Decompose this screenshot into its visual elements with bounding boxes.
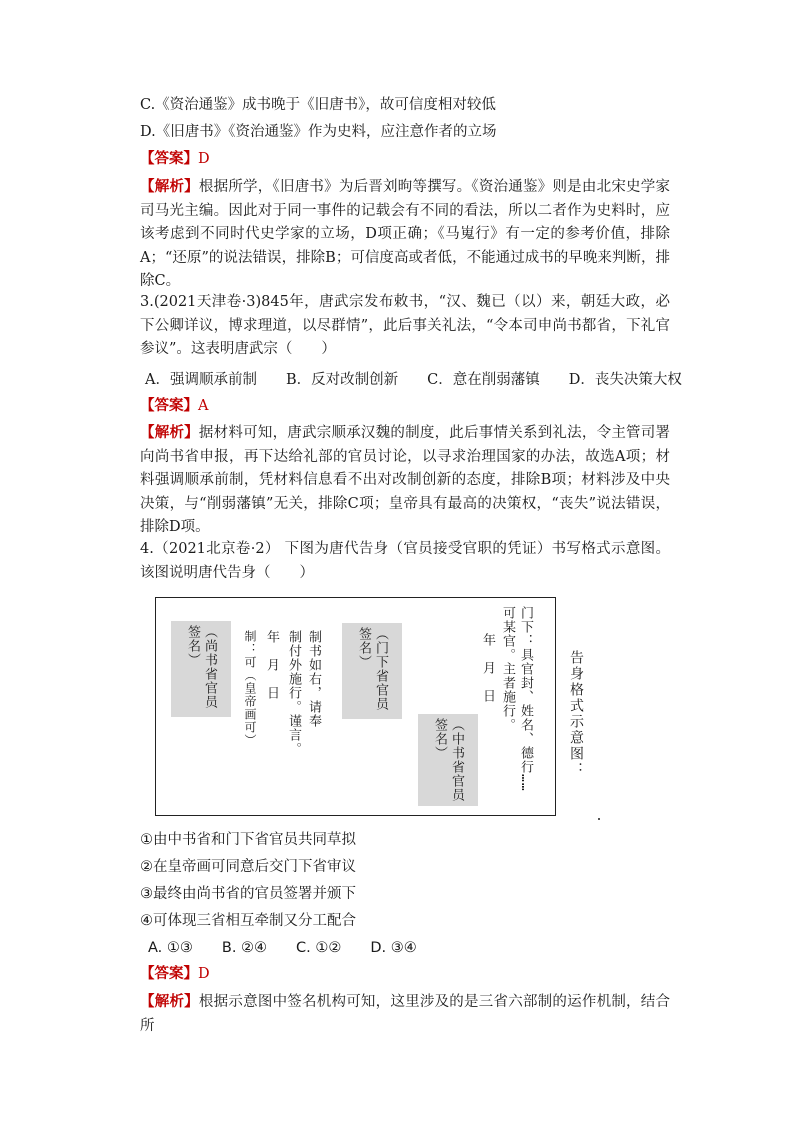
diagram-shangshu-sign: （尚书省官员签名） (185, 625, 217, 709)
q3-answer (140, 396, 208, 416)
diagram-zhi-line: 制：可（皇帝画可） (243, 630, 257, 747)
q4-item-3: ③最终由尚书省的官员签署并颁下 (140, 886, 356, 902)
analysis-text: 根据示意图中签名机构可知，这里涉及的是三省六部制的运作机制，结合所 (140, 994, 671, 1034)
diagram-zhongshu-sign: （中书省官员签名） (432, 718, 464, 802)
analysis-text: 据材料可知，唐武宗顺承汉魏的制度，此后事情关系到礼法，令主管司署向尚书省申报，再下达给礼部的官员讨论，以寻求治理国家的办法，故选A项；材料强调顺承前制，凭材料信息看不出对改制创新的态度，排除B项；材料涉及中央决策，与“削弱藩镇”无关，排除C项；皇帝具有最高的决策权，“丧失”说法错误，排除D项。 (140, 425, 671, 535)
q4-item-2: ②在皇帝画可同意后交门下省审议 (140, 859, 356, 875)
analysis-tag: 【解析】 (140, 178, 199, 195)
gaoshen-format-diagram (155, 597, 556, 816)
answer-tag: 【答案】 (140, 965, 198, 982)
q2-option-d: D.《旧唐书》《资治通鉴》作为史料，应注意作者的立场 (140, 124, 497, 140)
analysis-text: 根据所学，《旧唐书》为后晋刘昫等撰写。《资治通鉴》则是由北宋史学家司马光主编。因此对于同一事件的记载会有不同的看法，所以二者作为史料时，应该考虑到不同时代史学家的立场，D项正确；《马嵬行》有一定的参考价值，排除A；“还原”的说法错误，排除B；可信度高或者低，不能通过成书的早晚来判断，排除C。 (140, 179, 670, 289)
answer-value: A (198, 398, 209, 414)
diagram-menxia-sign: （门下省官员签名） (356, 627, 388, 711)
q4-item-4: ④可体现三省相互牵制又分工配合 (140, 913, 356, 929)
diagram-menxia-line2: 可某官。主者施行。 (500, 606, 515, 732)
diagram-zhishu-line1: 制书如右，请奉 (306, 630, 321, 728)
answer-tag: 【答案】 (140, 150, 198, 167)
diagram-zhishu-line2: 制付外施行。谨言。 (286, 630, 301, 756)
analysis-tag: 【解析】 (140, 424, 199, 441)
diagram-zhongshu-sign-box (418, 714, 478, 806)
q3-stem: 3.(2021天津卷·3)845年，唐武宗发布敕书，“汉、魏已（以）来，朝廷大政，必下公卿详议，博求理道，以尽群情”，此后事关礼法，“令本司申尚书都省，下礼官参议”。这表明唐武宗（ ） (140, 294, 670, 357)
diagram-zhishu-date: 年 月 日 (264, 630, 279, 700)
analysis-tag: 【解析】 (140, 993, 199, 1010)
q3-analysis (140, 421, 670, 540)
q3-options: A．强调顺承前制 B．反对改制创新 C．意在削弱藩镇 D．丧失决策大权 (145, 372, 682, 388)
q2-answer (140, 149, 210, 169)
q4-item-1: ①由中书省和门下省官员共同草拟 (140, 832, 356, 848)
q2-analysis (140, 175, 670, 294)
q4-answer (140, 964, 210, 984)
q4-analysis (140, 990, 670, 1038)
answer-tag: 【答案】 (140, 397, 198, 414)
answer-value: D (198, 966, 210, 982)
q2-option-c: C.《资治通鉴》成书晚于《旧唐书》，故可信度相对较低 (140, 97, 496, 113)
stray-dot (598, 818, 600, 820)
q4-stem: 4.（2021北京卷·2） 下图为唐代告身（官员接受官职的凭证）书写格式示意图。该图说明唐代告身（ ） (140, 541, 670, 581)
q4-options: A. ①③ B. ②④ C. ①② D. ③④ (148, 940, 417, 956)
diagram-menxia-line1: 门下：具官封、姓名、德行…… (518, 606, 533, 792)
diagram-menxia-date: 年 月 日 (480, 633, 495, 703)
answer-value: D (198, 151, 210, 167)
diagram-menxia-sign-box (342, 623, 402, 719)
diagram-shangshu-sign-box (171, 621, 231, 717)
diagram-caption: 告身格式示意图： (568, 650, 584, 778)
